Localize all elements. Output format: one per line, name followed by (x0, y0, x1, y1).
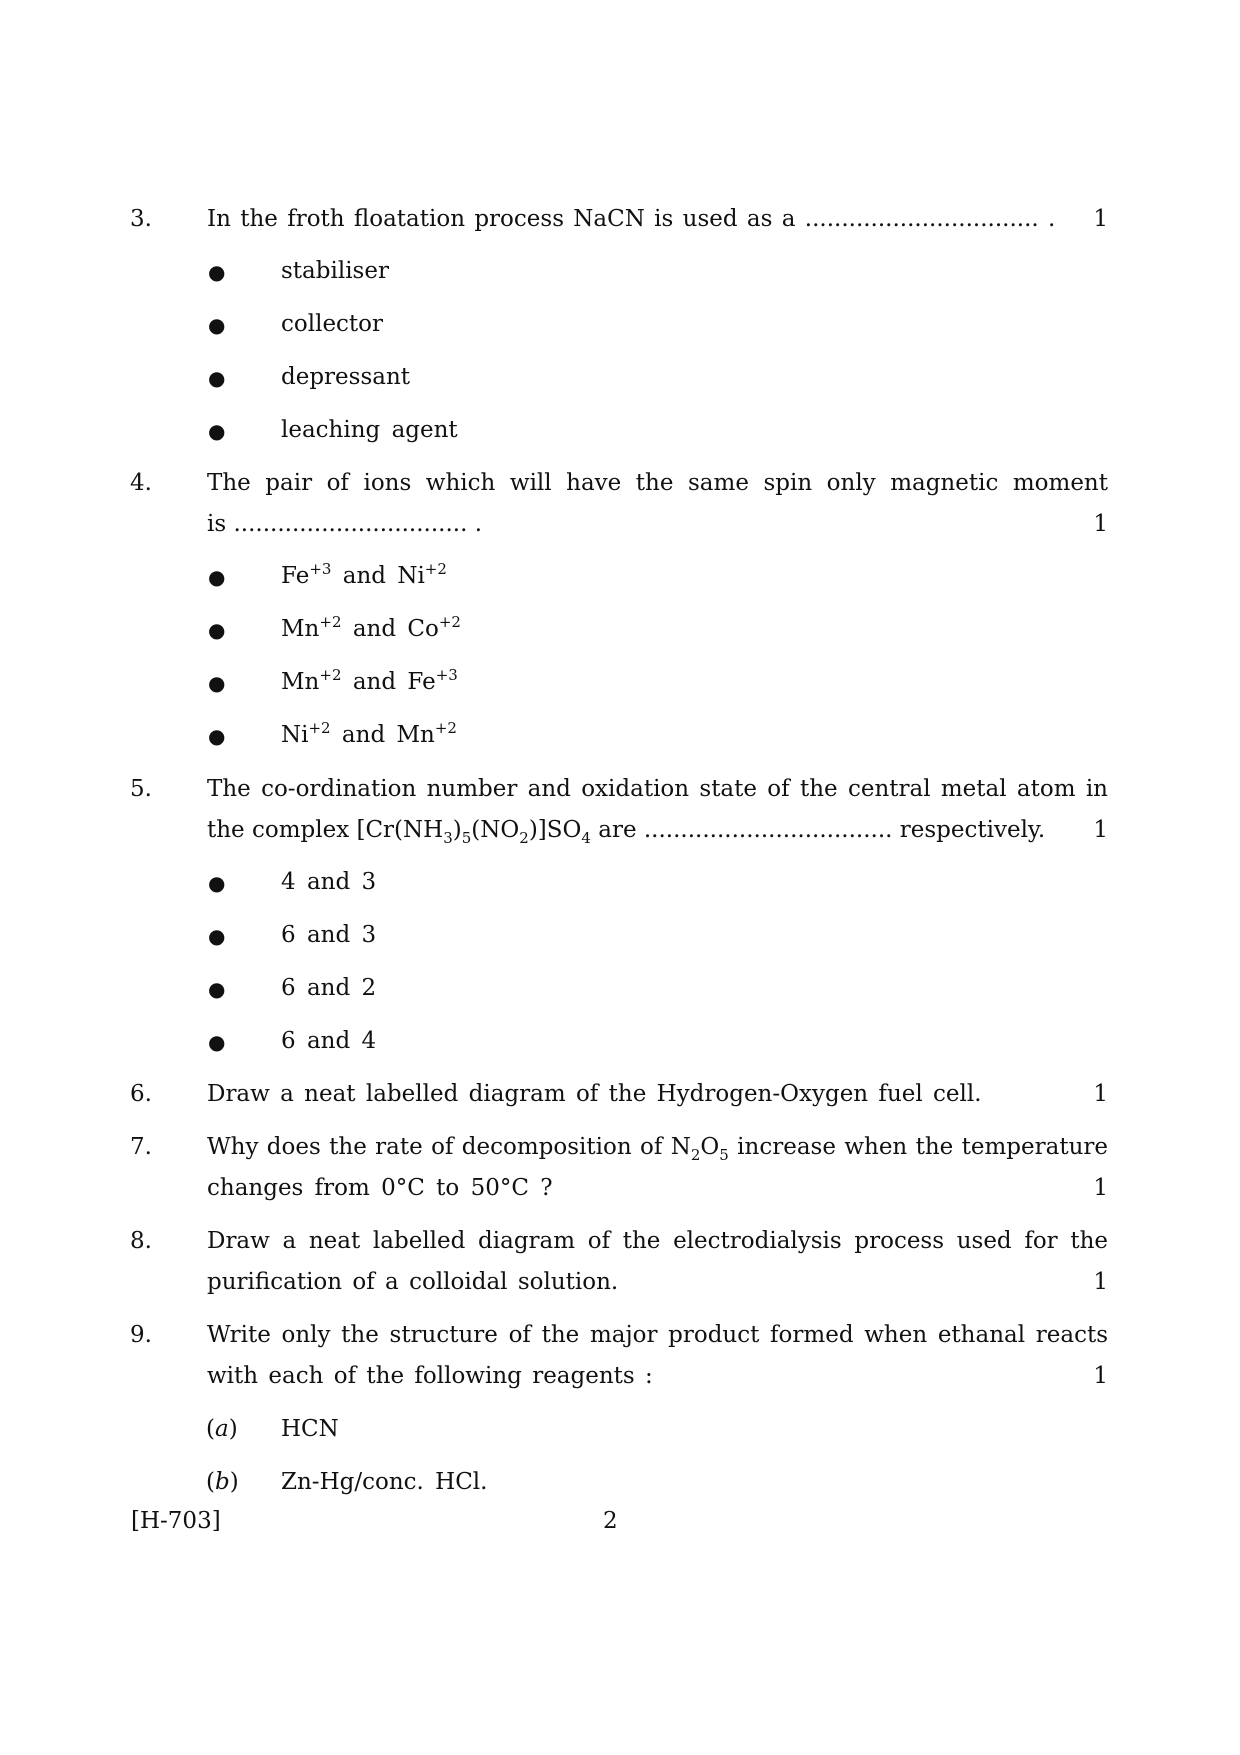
bullet-icon: ● (208, 618, 226, 642)
question-text-line2: the complex $[Cr(NH_3)_5(NO_2)]SO_4$ are .................................. respectively. (207, 817, 1046, 847)
paper-code: [H-703] (131, 1508, 221, 1534)
marks: 1 (1093, 1363, 1108, 1389)
bullet-icon: ● (208, 366, 226, 390)
marks: 1 (1093, 206, 1108, 232)
bullet-icon: ● (208, 724, 226, 748)
part-text: HCN (281, 1416, 339, 1442)
bullet-icon: ● (208, 419, 226, 443)
bullet-icon: ● (208, 924, 226, 948)
question-text-line1: The pair of ions which will have the same spin only magnetic moment (207, 470, 1108, 496)
option: leaching agent (281, 417, 458, 443)
marks: 1 (1093, 1269, 1108, 1295)
option: 6 and 3 (281, 922, 377, 948)
question-number: 6. (130, 1081, 152, 1107)
question-number: 8. (130, 1228, 152, 1254)
bullet-icon: ● (208, 671, 226, 695)
part-label: (a) (206, 1416, 238, 1442)
marks: 1 (1093, 1175, 1108, 1201)
bullet-icon: ● (208, 1030, 226, 1054)
question-number: 4. (130, 470, 152, 496)
question-text-line2: is ................................ . (207, 511, 483, 537)
option: $Mn^{+2}$ and $Fe^{+3}$ (281, 666, 458, 695)
option: 4 and 3 (281, 869, 377, 895)
question-text-line1: Draw a neat labelled diagram of the electrodialysis process used for the (207, 1228, 1108, 1254)
question-text-line1: Write only the structure of the major product formed when ethanal reacts (207, 1322, 1108, 1348)
question-number: 7. (130, 1134, 152, 1160)
question-number: 9. (130, 1322, 152, 1348)
bullet-icon: ● (208, 313, 226, 337)
question-text-line1: Why does the rate of decomposition of $N_2O_5$ increase when the temperature (207, 1134, 1108, 1164)
question-text: In the froth floatation process NaCN is used as a ................................ . (207, 206, 1056, 232)
marks: 1 (1093, 1081, 1108, 1107)
bullet-icon: ● (208, 871, 226, 895)
part-label: (b) (206, 1469, 239, 1495)
option: 6 and 2 (281, 975, 377, 1001)
question-text-line2: purification of a colloidal solution. (207, 1269, 619, 1295)
question-text-line1: The co-ordination number and oxidation state of the central metal atom in (207, 776, 1108, 802)
question-number: 5. (130, 776, 152, 802)
question-text: Draw a neat labelled diagram of the Hydrogen-Oxygen fuel cell. (207, 1081, 982, 1107)
option: stabiliser (281, 258, 389, 284)
question-text-line2: changes from 0°C to 50°C ? (207, 1175, 553, 1201)
option: collector (281, 311, 384, 337)
page-number: 2 (603, 1508, 618, 1534)
option: $Ni^{+2}$ and $Mn^{+2}$ (281, 719, 457, 748)
question-text-line2: with each of the following reagents : (207, 1363, 653, 1389)
marks: 1 (1093, 511, 1108, 537)
question-number: 3. (130, 206, 152, 232)
bullet-icon: ● (208, 260, 226, 284)
bullet-icon: ● (208, 565, 226, 589)
bullet-icon: ● (208, 977, 226, 1001)
marks: 1 (1093, 817, 1108, 843)
part-text: Zn-Hg/conc. HCl. (281, 1469, 488, 1495)
option: depressant (281, 364, 411, 390)
option: $Fe^{+3}$ and $Ni^{+2}$ (281, 560, 447, 589)
option: $Mn^{+2}$ and $Co^{+2}$ (281, 613, 461, 642)
option: 6 and 4 (281, 1028, 377, 1054)
